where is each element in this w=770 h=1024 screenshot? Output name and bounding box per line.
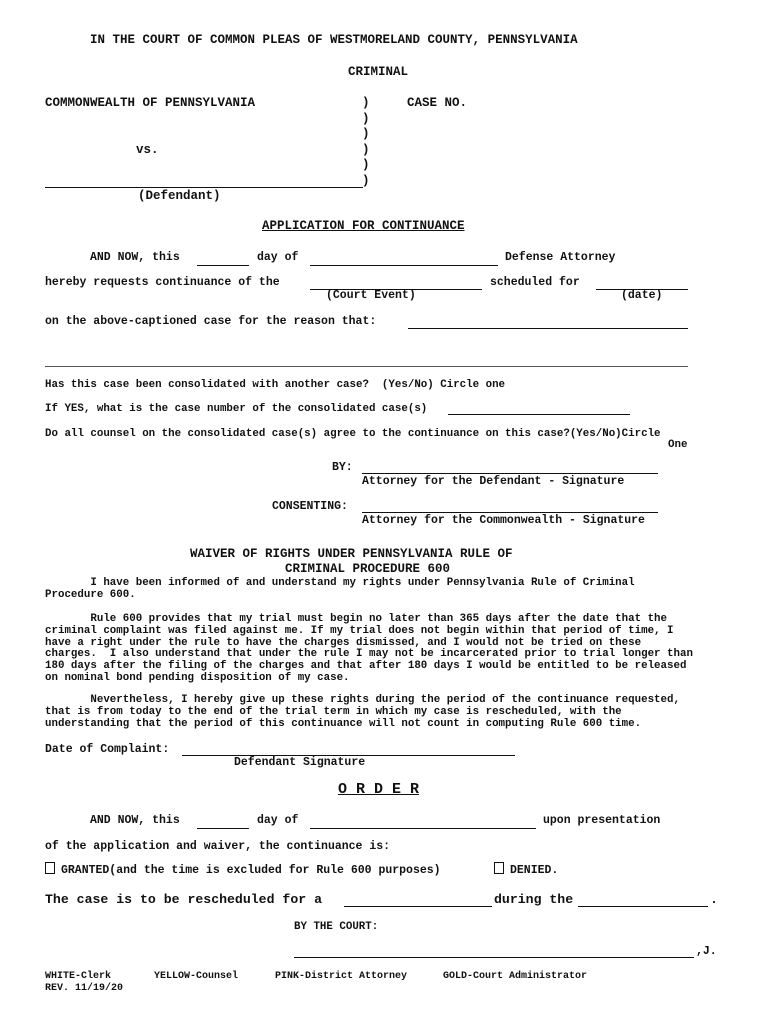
requests-label: hereby requests continuance of the [45, 276, 280, 289]
granted-label: GRANTED(and the time is excluded for Rule 600 purposes) [61, 864, 441, 877]
date-of-complaint-label: Date of Complaint: [45, 743, 170, 756]
order-day-of-label: day of [257, 814, 299, 827]
court-event-label: (Court Event) [326, 289, 416, 302]
caption-paren: ) [362, 158, 370, 172]
judge-signature-line[interactable] [294, 957, 694, 958]
consenting-label: CONSENTING: [272, 500, 348, 513]
date-label: (date) [621, 289, 663, 302]
reason-field-continued[interactable] [45, 366, 688, 367]
defense-signature-label: Attorney for the Defendant - Signature [362, 475, 625, 488]
revision-date: REV. 11/19/20 [45, 983, 124, 994]
continuance-is-label: of the application and waiver, the continuance is: [45, 840, 391, 853]
order-month-field[interactable] [310, 828, 536, 829]
consolidated-case-number-label: If YES, what is the case number of the consolidated case(s) [45, 403, 428, 415]
reason-field[interactable] [408, 328, 688, 329]
commonwealth-signature-label: Attorney for the Commonwealth - Signature [362, 514, 645, 527]
counsel-agree-question: Do all counsel on the consolidated case(s) agree to the continuance on this case?(Yes/No)Circle [45, 428, 661, 440]
defendant-signature-label: Defendant Signature [234, 756, 366, 769]
caption-paren: ) [362, 143, 370, 157]
division-heading: CRIMINAL [348, 65, 409, 79]
court-heading: IN THE COURT OF COMMON PLEAS OF WESTMORELAND COUNTY, PENNSYLVANIA [90, 33, 578, 47]
upon-presentation-label: upon presentation [543, 814, 661, 827]
consolidated-question: Has this case been consolidated with another case? (Yes/No) Circle one [45, 379, 506, 391]
reason-label: on the above-captioned case for the reason that: [45, 315, 377, 328]
footer-gold-copy: GOLD-Court Administrator [443, 971, 588, 982]
caption-paren: ) [362, 174, 370, 188]
scheduled-for-label: scheduled for [490, 276, 580, 289]
denied-label: DENIED. [510, 864, 559, 877]
defense-signature-line[interactable] [362, 473, 658, 474]
defense-attorney-label: Defense Attorney [505, 251, 616, 264]
order-day-field[interactable] [197, 828, 249, 829]
waiver-paragraph-1: I have been informed of and understand my rights under Pennsylvania Rule of Criminal Procedure 600. [45, 577, 635, 601]
footer-yellow-copy: YELLOW-Counsel [154, 971, 239, 982]
case-no-label: CASE NO. [407, 96, 468, 110]
footer-white-copy: WHITE-Clerk [45, 971, 112, 982]
footer-pink-copy: PINK-District Attorney [275, 971, 408, 982]
waiver-title-line1: WAIVER OF RIGHTS UNDER PENNSYLVANIA RULE OF [190, 547, 513, 561]
versus-label: vs. [136, 143, 159, 157]
by-the-court-label: BY THE COURT: [294, 921, 379, 933]
waiver-title-line2: CRIMINAL PROCEDURE 600 [285, 562, 451, 576]
caption-paren: ) [362, 96, 370, 110]
order-title: O R D E R [338, 781, 420, 798]
and-now-label: AND NOW, this [90, 251, 180, 264]
reschedule-period: . [710, 892, 718, 907]
consolidated-case-number-field[interactable] [448, 414, 630, 415]
denied-checkbox[interactable] [494, 862, 504, 874]
caption-paren: ) [362, 112, 370, 126]
reschedule-term-field[interactable] [578, 906, 708, 907]
reschedule-type-field[interactable] [344, 906, 492, 907]
plaintiff-name: COMMONWEALTH OF PENNSYLVANIA [45, 96, 256, 110]
during-the-label: during the [494, 892, 574, 907]
waiver-paragraph-3: Nevertheless, I hereby give up these rights during the period of the continuance requested, that is from today to the end of the trial term in which my case is rescheduled, with the understanding that the period of this continuance will not count in computing Rule 600 time. [45, 694, 680, 730]
granted-checkbox[interactable] [45, 862, 55, 874]
defendant-name-line[interactable] [45, 187, 363, 188]
day-field[interactable] [197, 265, 249, 266]
defendant-label: (Defendant) [138, 189, 221, 203]
caption-paren: ) [362, 127, 370, 141]
waiver-paragraph-2: Rule 600 provides that my trial must begin no later than 365 days after the date that the criminal complaint was filed against me. If my trial does not begin within that period of time, I have a right under the rule to have the charges dismissed, and I would not be tried on these charges. I also understand that under the rule I may not be incarcerated prior to trial longer than 180 days after the filing of the charges and that after 180 days I would be entitled to be released on nominal bond pending disposition of my case. [45, 613, 693, 684]
judge-suffix: ,J. [696, 945, 717, 958]
by-label: BY: [332, 461, 353, 474]
commonwealth-signature-line[interactable] [362, 512, 658, 513]
application-title: APPLICATION FOR CONTINUANCE [262, 219, 465, 233]
month-field[interactable] [310, 265, 498, 266]
day-of-label: day of [257, 251, 299, 264]
counsel-agree-question-end: One [668, 439, 688, 451]
reschedule-label: The case is to be rescheduled for a [45, 892, 322, 907]
order-and-now-label: AND NOW, this [90, 814, 180, 827]
